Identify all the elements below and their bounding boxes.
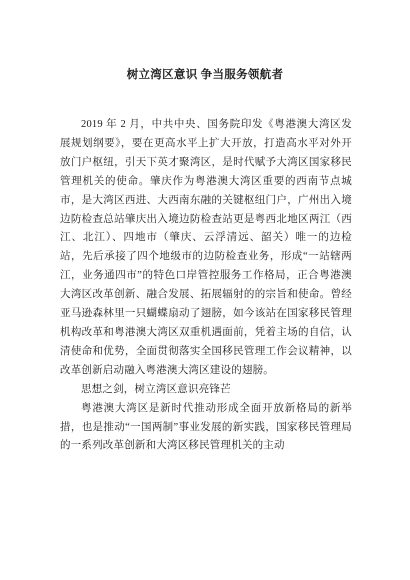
body-paragraph: 2019 年 2 月，中共中央、国务院印发《粤港澳大湾区发展规划纲要》，要在更高水平上扩大开放，打造高水平对外开放门户枢纽，引天下英才聚湾区，是时代赋予大湾区国家移民管理机关的使命。肇庆作为粤港澳大湾区重要的西南节点城市，是大湾区西进、大西南东融的关键枢纽门户，广州出入境边防检查总站肇庆出入境边防检查站更是粤西北地区两江（西江、北江）、四地市（肇庆、云浮清远、韶关）唯一的边检站，先后承接了四个地级市的边防检查业务，形成“一站辖两江，业务通四市”的特色口岸管控服务工作格局，正合粤港澳大湾区改革创新、融合发展、拓展辐射的的宗旨和使命。曾经亚马逊森林里一只蝴蝶扇动了翅膀，如今该站在国家移民管理机构改革和粤港澳大湾区双重机遇面前，凭着主场的自信，认清使命和优势，全面贯彻落实全国移民管理工作会议精神，以改革创新启动融入粤港澳大湾区建设的翅膀。 — [60, 119, 352, 376]
body-paragraph: 粤港澳大湾区是新时代推动形成全面开放新格局的新举措，也是推动“一国两制”事业发展的新实践，国家移民管理局的一系列改革创新和大湾区移民管理机关的主动 — [60, 402, 352, 452]
section-heading: 思想之剑，树立湾区意识亮锋芒 — [81, 383, 231, 395]
document-body — [60, 116, 352, 456]
document-title: 树立湾区意识 争当服务领航者 — [126, 69, 284, 81]
